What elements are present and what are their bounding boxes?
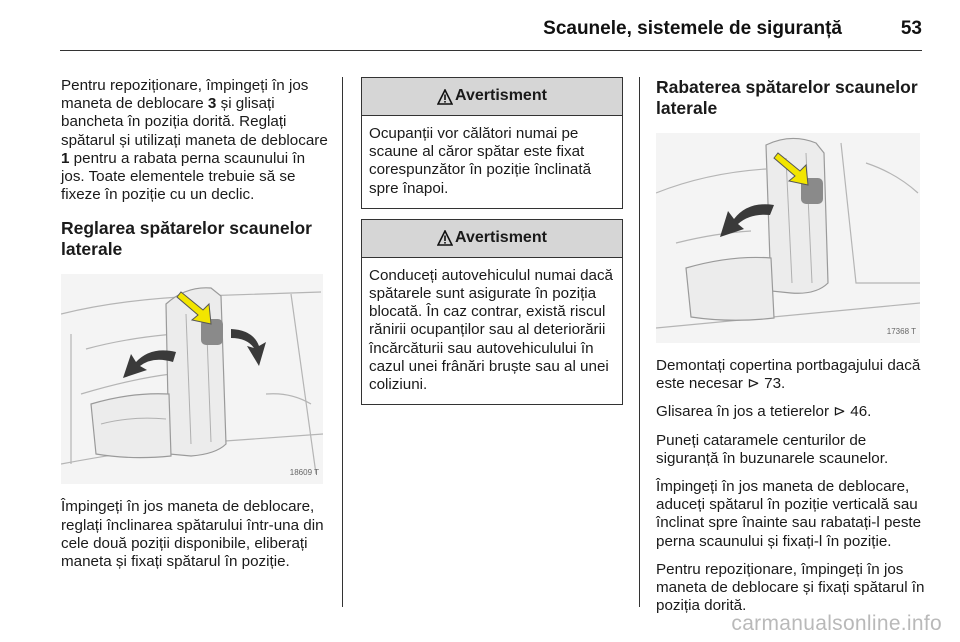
warning-icon (437, 89, 453, 105)
warning-header (362, 220, 622, 258)
column-divider (639, 77, 640, 607)
column-1 (61, 77, 331, 581)
page-ref-arrow-icon: ⊳ (833, 403, 847, 421)
watermark: carmanualsonline.info (731, 612, 942, 635)
page-ref[interactable]: 73. (764, 375, 786, 393)
warning-icon (437, 230, 453, 246)
page-header (0, 0, 960, 48)
page-ref-arrow-icon: ⊳ (747, 375, 760, 393)
paragraph: Pentru repoziționare, împingeți în jos maneta de deblocare 3 și glisați bancheta în poziția dorită. Reglați spătarul și utilizați maneta de deblocare 1 pentru a rabata perna scaunului în jos. Toate elementele trebuie să se fixeze în poziție cu un declic. (61, 77, 328, 204)
warning-title: Avertisment (455, 229, 547, 247)
warning-header (362, 78, 622, 116)
paragraph: Glisarea în jos a tetierelor ⊳ 46. (656, 403, 872, 421)
seat-illustration-svg (61, 274, 323, 484)
warning-box (361, 219, 623, 405)
header-rule (60, 50, 922, 51)
seat-fold-illustration (656, 133, 920, 343)
warning-title: Avertisment (455, 87, 547, 105)
paragraph: Împingeți în jos maneta de deblocare, aduceți spătarul în poziție verticală sau înclinat spre înainte sau rabatați-l peste perna scaunului și fixați-l în poziție. (656, 478, 922, 550)
column-divider (342, 77, 343, 607)
warning-text: Conduceți autovehiculul numai dacă spătarele sunt asigurate în poziția blocată. În caz contrar, există riscul rănirii ocupanților sau al deteriorării încărcăturii sau autovehiculului în cazul unei frânări bruște sau al unei coliziuni. (369, 266, 614, 394)
figure-code: 18609 T (289, 468, 319, 478)
warning-box (361, 77, 623, 209)
page-ref[interactable]: 46. (850, 403, 872, 421)
seat-illustration-svg (656, 133, 920, 343)
column-2 (361, 77, 623, 415)
ref-number: 1 (61, 149, 70, 167)
paragraph: Pentru repoziționare, împingeți în jos maneta de deblocare și fixați spătarul în poziția dorită. (656, 560, 925, 615)
section-heading: Reglarea spătarelor scaunelor laterale (61, 218, 312, 260)
ref-number: 3 (207, 95, 217, 113)
section-title: Scaunele, sistemele de siguranță (543, 18, 842, 39)
warning-text: Ocupanții vor călători numai pe scaune al căror spătar este fixat corespunzător în poziție înclinată spre înapoi. (369, 125, 592, 197)
paragraph: Demontați copertina portbagajului dacă este necesar ⊳ 73. (656, 357, 921, 393)
page-number: 53 (900, 18, 922, 39)
figure-code: 17368 T (886, 326, 916, 336)
seat-recline-illustration (61, 274, 323, 484)
paragraph: Puneți cataramele centurilor de siguranță în buzunarele scaunelor. (656, 431, 889, 467)
section-heading: Rabaterea spătarelor scaunelor laterale (656, 77, 918, 118)
column-3 (656, 77, 928, 625)
paragraph: Împingeți în jos maneta de deblocare, reglați înclinarea spătarului într-una din cele două poziții disponibile, eliberați maneta și fixați spătarul în poziție. (61, 498, 324, 571)
